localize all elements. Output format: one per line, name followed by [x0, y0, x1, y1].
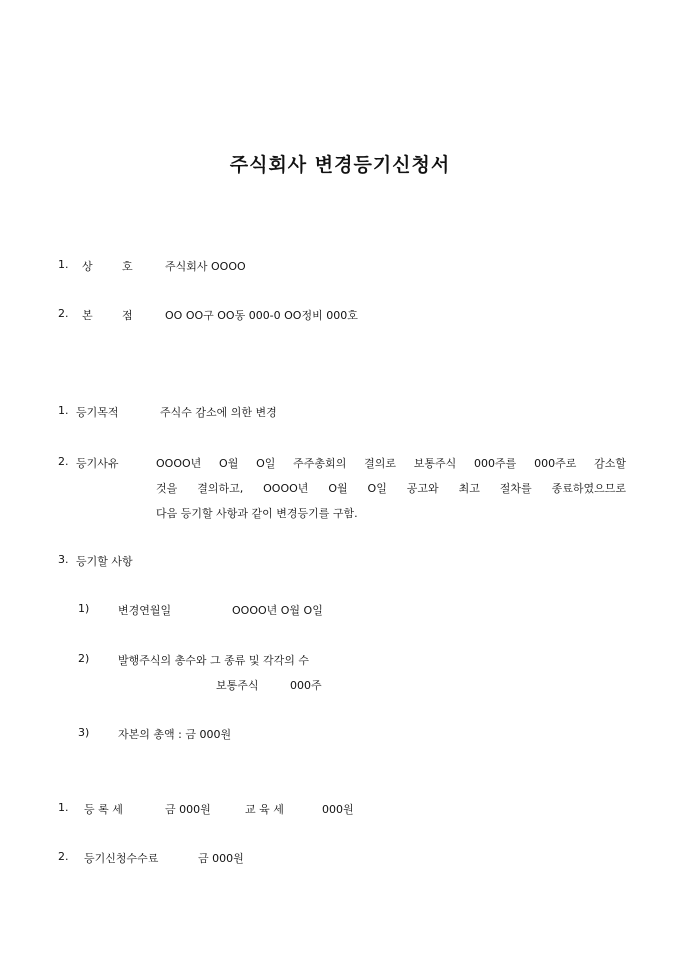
matter-1-value: OOOO년 O월 O일 — [232, 604, 323, 617]
purpose-label: 등기목적 — [76, 406, 119, 419]
education-tax-label: 교 육 세 — [245, 803, 284, 816]
registration-tax-value: 금 000원 — [165, 803, 211, 816]
reason-line-2: 것을 결의하고, OOOO년 O월 O일 공고와 최고 절차를 종료하였으므로 — [156, 482, 626, 495]
purpose-value: 주식수 감소에 의한 변경 — [160, 406, 277, 419]
fee-row-1-number: 1. — [58, 801, 69, 814]
matter-2-label: 발행주식의 총수와 그 종류 및 각각의 수 — [118, 654, 309, 667]
fee-row-2-number: 2. — [58, 850, 69, 863]
filing-fee-value: 금 000원 — [198, 852, 244, 865]
company-row-1-number: 1. — [58, 258, 69, 271]
head-office-value: OO OO구 OO동 000-0 OO정비 000호 — [165, 309, 358, 322]
head-office-label-char-1: 본 — [82, 309, 93, 322]
matter-3-label: 자본의 총액 : 금 000원 — [118, 728, 232, 741]
reason-number: 2. — [58, 455, 69, 468]
document-title: 주식회사 변경등기신청서 — [229, 154, 451, 176]
company-name-label-char-1: 상 — [82, 260, 93, 273]
reason-label: 등기사유 — [76, 457, 119, 470]
purpose-number: 1. — [58, 404, 69, 417]
education-tax-value: 000원 — [322, 803, 354, 816]
reason-line-1: OOOO년 O월 O일 주주총회의 결의로 보통주식 000주를 000주로 감소할 — [156, 457, 626, 470]
matters-number: 3. — [58, 553, 69, 566]
registration-tax-label: 등 록 세 — [84, 803, 123, 816]
company-name-label-char-2: 호 — [122, 260, 133, 273]
matter-1-label: 변경연월일 — [118, 604, 172, 617]
reason-line-3: 다음 등기할 사항과 같이 변경등기를 구함. — [156, 507, 358, 520]
matter-2-number: 2) — [78, 652, 90, 665]
matter-2-sub-label: 보통주식 — [216, 679, 259, 692]
matters-label: 등기할 사항 — [76, 555, 133, 568]
matter-1-number: 1) — [78, 602, 90, 615]
matter-3-number: 3) — [78, 726, 90, 739]
matter-2-sub-value: 000주 — [290, 679, 322, 692]
company-row-2-number: 2. — [58, 307, 69, 320]
filing-fee-label: 등기신청수수료 — [84, 852, 159, 865]
company-name-value: 주식회사 OOOO — [165, 260, 246, 273]
head-office-label-char-2: 점 — [122, 309, 133, 322]
